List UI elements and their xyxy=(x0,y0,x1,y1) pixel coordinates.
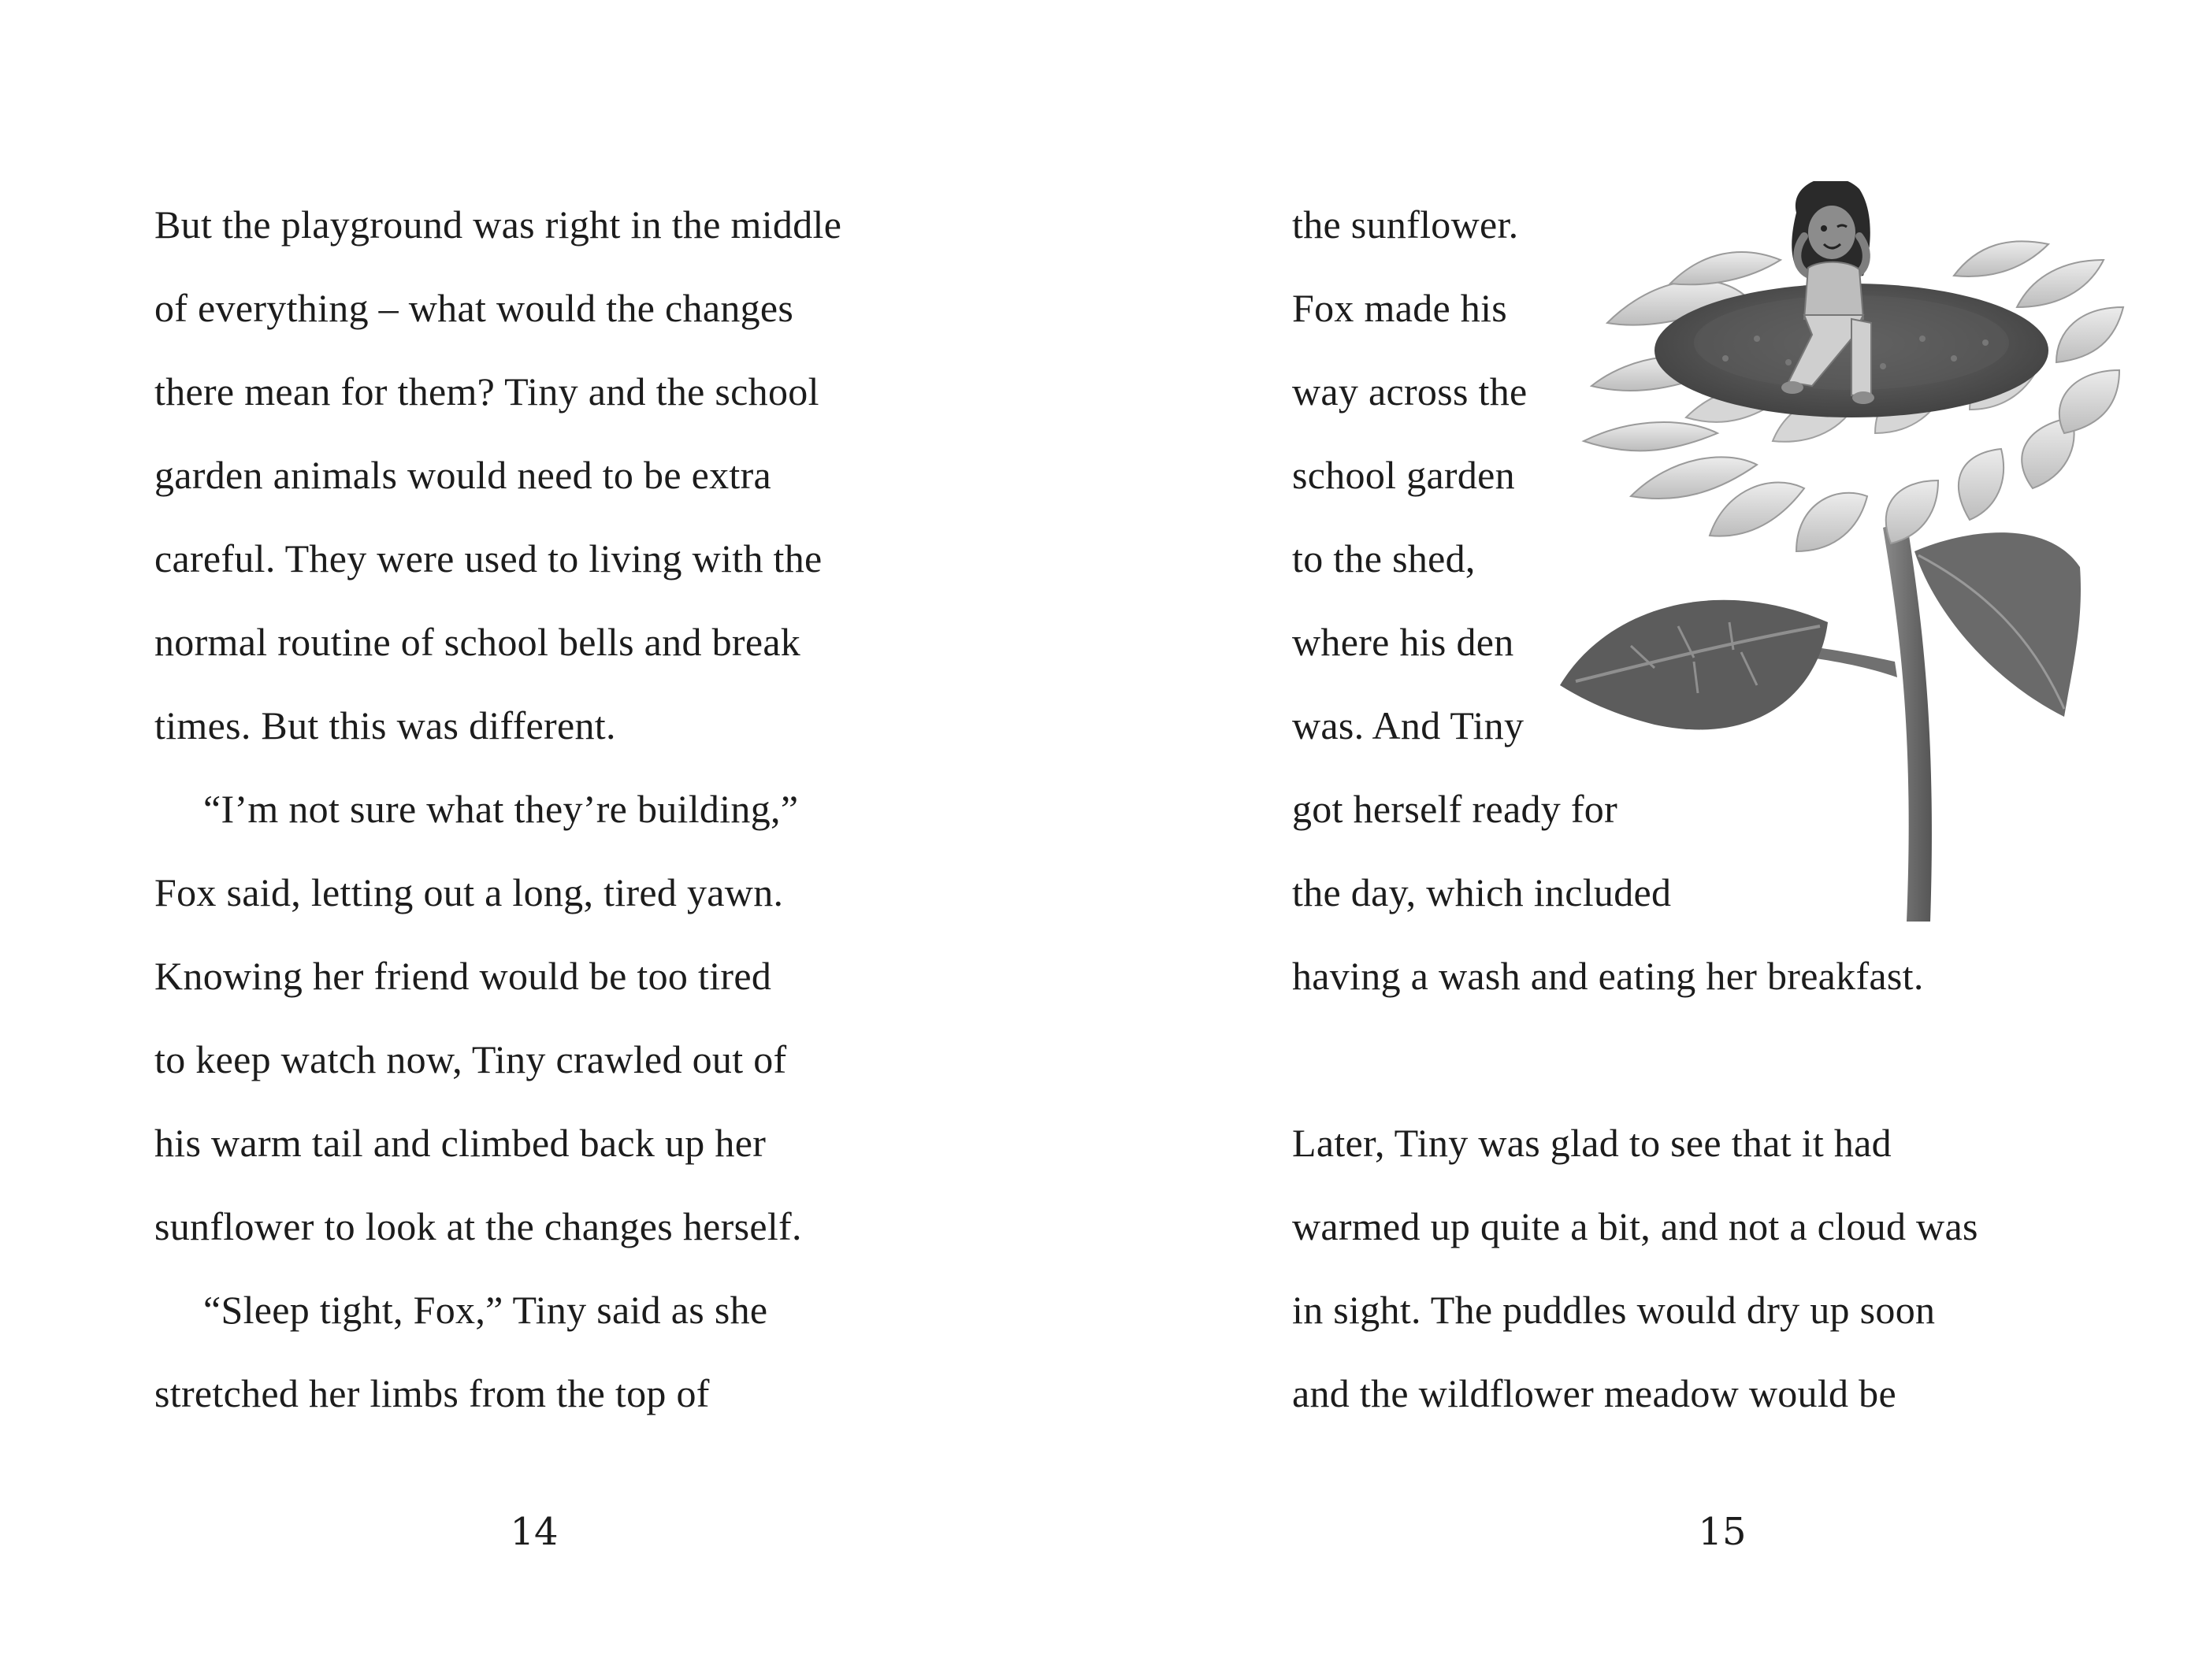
right-line-2: Fox made his xyxy=(1292,286,1508,330)
right-line-10: having a wash and eating her breakfast. xyxy=(1292,954,1924,998)
right-line-13: in sight. The puddles would dry up soon xyxy=(1292,1288,1936,1332)
right-page xyxy=(1103,0,2206,1680)
left-line-10: Knowing her friend would be too tired xyxy=(154,954,772,998)
left-line-3: there mean for them? Tiny and the school xyxy=(154,369,819,414)
sunflower-illustration xyxy=(1560,181,2127,929)
left-line-15: stretched her limbs from the top of xyxy=(154,1371,710,1415)
right-line-5: to the shed, xyxy=(1292,536,1476,580)
left-line-7: times. But this was different. xyxy=(154,703,616,747)
right-line-1: the sunflower. xyxy=(1292,202,1519,247)
left-line-6: normal routine of school bells and break xyxy=(154,620,801,664)
left-line-12: his warm tail and climbed back up her xyxy=(154,1121,767,1165)
right-line-14: and the wildflower meadow would be xyxy=(1292,1371,1896,1415)
page-number-right: 15 xyxy=(1698,1510,1747,1554)
right-line-6: where his den xyxy=(1292,620,1514,664)
right-line-9: the day, which included xyxy=(1292,870,1672,914)
left-line-4: garden animals would need to be extra xyxy=(154,453,772,497)
right-line-8: got herself ready for xyxy=(1292,787,1618,831)
left-line-2: of everything – what would the changes xyxy=(154,286,794,330)
left-line-13: sunflower to look at the changes herself. xyxy=(154,1204,802,1248)
left-line-1: But the playground was right in the middle xyxy=(154,202,842,247)
left-line-5: careful. They were used to living with the xyxy=(154,536,823,580)
stem xyxy=(1883,520,1932,922)
left-line-8: “I’m not sure what they’re building,” xyxy=(203,787,799,831)
right-line-4: school garden xyxy=(1292,453,1515,497)
page-number-left: 14 xyxy=(510,1510,559,1554)
right-line-3: way across the xyxy=(1292,369,1528,414)
right-line-12: warmed up quite a bit, and not a cloud was xyxy=(1292,1204,1978,1248)
left-line-14: “Sleep tight, Fox,” Tiny said as she xyxy=(203,1288,768,1332)
left-line-11: to keep watch now, Tiny crawled out of xyxy=(154,1037,787,1081)
left-line-9: Fox said, letting out a long, tired yawn. xyxy=(154,870,784,914)
right-line-11: Later, Tiny was glad to see that it had xyxy=(1292,1121,1892,1165)
right-line-7: was. And Tiny xyxy=(1292,703,1525,747)
